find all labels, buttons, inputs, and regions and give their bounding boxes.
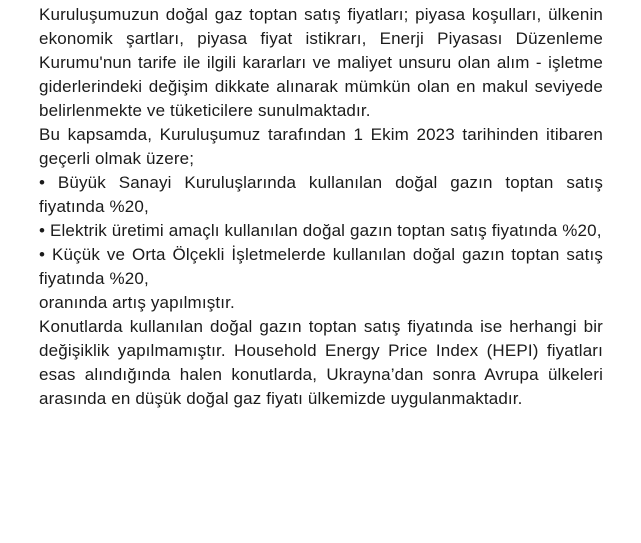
paragraph-scope-intro: Bu kapsamda, Kuruluşumuz tarafından 1 Ekim 2023 tarihinden itibaren geçerli olmak üzere; [39, 125, 603, 168]
paragraph-pricing-policy: Kuruluşumuzun doğal gaz toptan satış fiyatları; piyasa koşulları, ülkenin ekonomik şartları, piyasa fiyat istikrarı, Enerji Piyasası Düzenleme Kurumu'nun tarife ile ilgili kararları ve maliyet unsuru olan alım - işletme giderlerindeki değişim dikkate alınarak mümkün olan en makul seviyede belirlenmekte ve tüketicilere sunulmaktadır. [39, 5, 603, 120]
list-item-sme: • Küçük ve Orta Ölçekli İşletmelerde kullanılan doğal gazın toptan satış fiyatında %20, [39, 245, 603, 288]
list-item-large-industry: • Büyük Sanayi Kuruluşlarında kullanılan doğal gazın toptan satış fiyatında %20, [39, 173, 603, 216]
paragraph-increase-note: oranında artış yapılmıştır. [39, 293, 235, 312]
paragraph-residential: Konutlarda kullanılan doğal gazın toptan satış fiyatında ise herhangi bir değişiklik yapılmamıştır. Household Energy Price Index (HEPI) fiyatları esas alındığında halen konutlarda, Ukrayna’dan sonra Avrupa ülkeleri arasında en düşük doğal gaz fiyatı ülkemizde uygulanmaktadır. [39, 317, 603, 408]
list-item-electricity-generation: • Elektrik üretimi amaçlı kullanılan doğal gazın toptan satış fiyatında %20, [39, 221, 602, 240]
